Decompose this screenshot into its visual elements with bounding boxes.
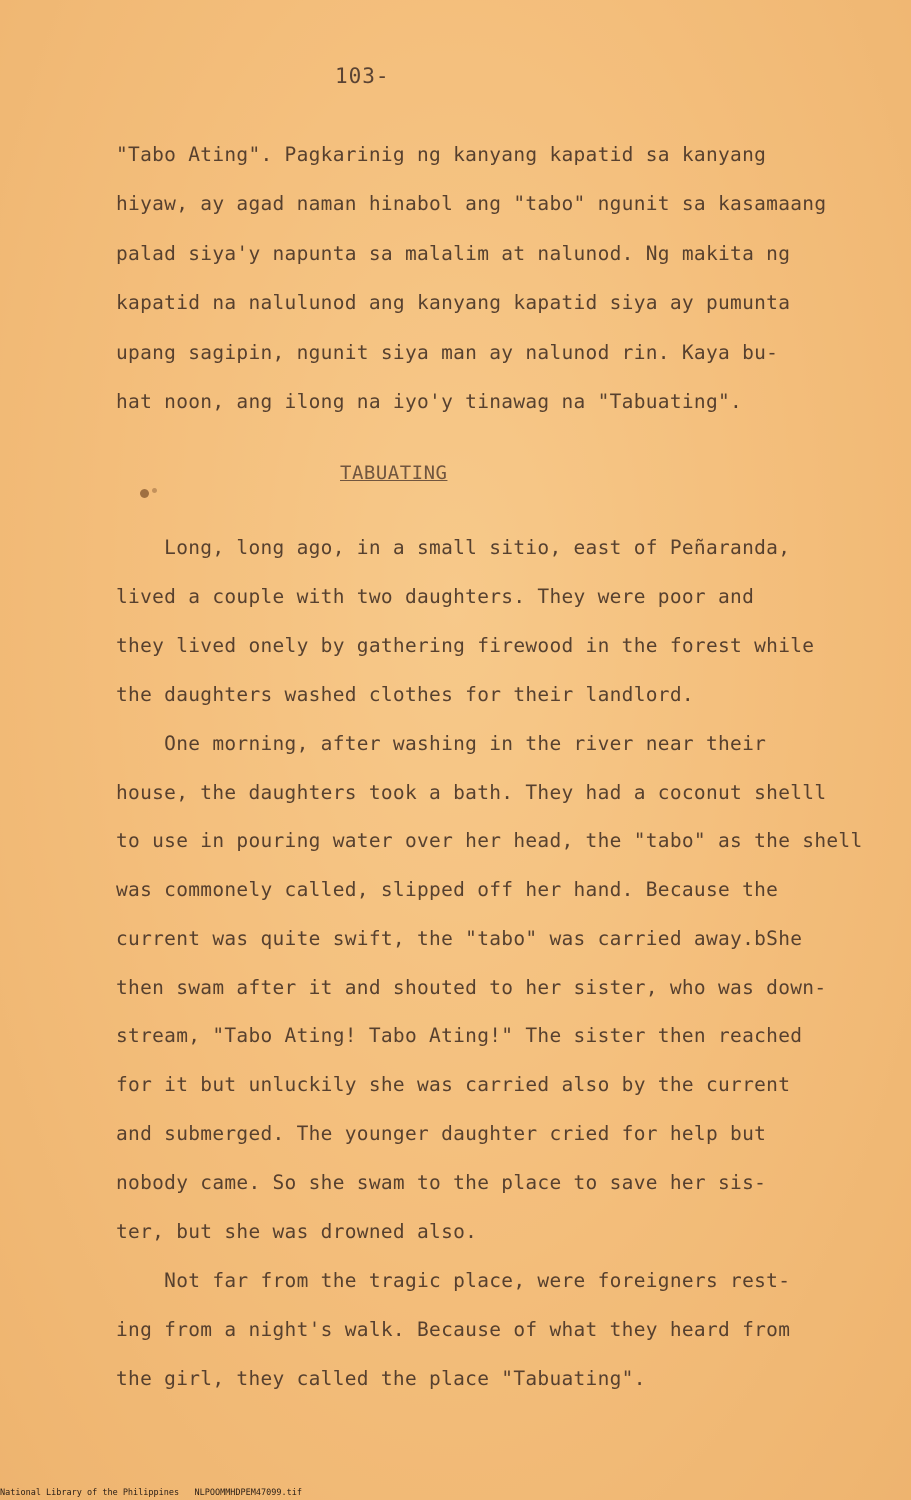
section-heading: TABUATING	[340, 462, 448, 484]
story-line: the girl, they called the place "Tabuating".	[116, 1367, 646, 1390]
intro-line: hat noon, ang ilong na iyo'y tinawag na "Tabuating".	[116, 390, 743, 413]
story-line: then swam after it and shouted to her sister, who was down-	[116, 976, 827, 999]
page-number: 103-	[335, 64, 390, 88]
story-line: One morning, after washing in the river near their	[116, 732, 767, 755]
story-line: ter, but she was drowned also.	[116, 1220, 478, 1243]
intro-line: hiyaw, ay agad naman hinabol ang "tabo" ngunit sa kasamaang	[116, 192, 827, 215]
story-line: house, the daughters took a bath. They had a coconut shelll	[116, 781, 827, 804]
footer-file: NLPOOMMHDPEM47099.tif	[194, 1488, 302, 1498]
intro-line: palad siya'y napunta sa malalim at nalunod. Ng makita ng	[116, 242, 791, 265]
story-line: stream, "Tabo Ating! Tabo Ating!" The sister then reached	[116, 1024, 803, 1047]
story-line: current was quite swift, the "tabo" was carried away.bShe	[116, 927, 803, 950]
scan-footer	[0, 1488, 302, 1498]
story-line: to use in pouring water over her head, the "tabo" as the shell	[116, 829, 863, 852]
footer-library: National Library of the Philippines	[0, 1488, 180, 1498]
story-line: ing from a night's walk. Because of what they heard from	[116, 1318, 791, 1341]
story-line: Not far from the tragic place, were foreigners rest-	[116, 1269, 791, 1292]
intro-line: "Tabo Ating". Pagkarinig ng kanyang kapatid sa kanyang	[116, 143, 767, 166]
story-line: they lived onely by gathering firewood in the forest while	[116, 634, 815, 657]
story-line: was commonely called, slipped off her hand. Because the	[116, 878, 779, 901]
story-line: the daughters washed clothes for their landlord.	[116, 683, 694, 706]
intro-line: upang sagipin, ngunit siya man ay nalunod rin. Kaya bu-	[116, 341, 779, 364]
ink-smudge	[140, 489, 149, 498]
ink-smudge	[152, 488, 157, 493]
story-line: for it but unluckily she was carried also by the current	[116, 1073, 791, 1096]
intro-line: kapatid na nalulunod ang kanyang kapatid siya ay pumunta	[116, 291, 791, 314]
story-line: lived a couple with two daughters. They were poor and	[116, 585, 755, 608]
story-line: Long, long ago, in a small sitio, east of Peñaranda,	[116, 536, 791, 559]
story-line: and submerged. The younger daughter cried for help but	[116, 1122, 767, 1145]
story-line: nobody came. So she swam to the place to save her sis-	[116, 1171, 767, 1194]
